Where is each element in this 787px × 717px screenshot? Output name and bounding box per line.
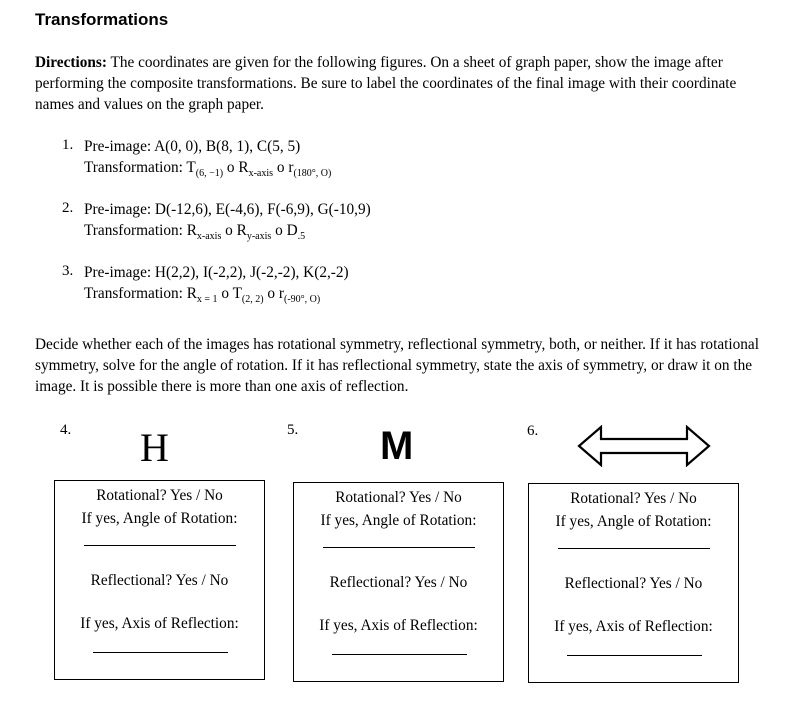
angle-of-rotation-label: If yes, Angle of Rotation: (555, 513, 712, 530)
angle-of-rotation-label: If yes, Angle of Rotation: (81, 510, 238, 527)
transform-symbol: D (286, 222, 298, 239)
rotational-question: Rotational? Yes / No (96, 487, 223, 504)
transform-subscript: .5 (297, 231, 306, 243)
problem-1-preimage: Pre-image: A(0, 0), B(8, 1), C(5, 5) (84, 138, 301, 155)
reflectional-question: Reflectional? Yes / No (329, 574, 468, 591)
transformation-label: Transformation: (84, 159, 187, 176)
transform-subscript: x-axis (248, 168, 274, 180)
problem-3-number: 3. (62, 263, 74, 279)
transform-symbol: R (236, 222, 247, 239)
axis-answer-line[interactable] (567, 655, 702, 656)
axis-of-reflection-label: If yes, Axis of Reflection: (80, 615, 239, 632)
letter-h-figure: H (140, 425, 169, 470)
directions-text: The coordinates are given for the following figures. On a sheet of graph paper, show the image after performing the composite transformations. Be sure to label the coordinates of the final image with their coordinate names and values on the graph paper. (35, 54, 737, 113)
transform-subscript: x-axis (196, 231, 222, 243)
figure-5-number: 5. (287, 422, 299, 438)
reflectional-question: Reflectional? Yes / No (564, 575, 703, 592)
transform-subscript: (2, 2) (241, 294, 264, 306)
problem-2-transformation (84, 220, 305, 247)
transformation-label: Transformation: (84, 222, 187, 239)
compose-operator: o (271, 222, 287, 239)
symmetry-instructions: Decide whether each of the images has rotational symmetry, reflectional symmetry, both, or neither. If it has rotational symmetry, solve for the angle of rotation. If it has reflectional symmetry, state the axis of symmetry, or draw it on the image. It is possible there is more than one axis of reflection. (35, 336, 759, 395)
compose-operator: o (217, 285, 233, 302)
problem-3-preimage: Pre-image: H(2,2), I(-2,2), J(-2,-2), K(2,-2) (84, 264, 349, 281)
axis-answer-line[interactable] (93, 652, 228, 653)
letter-m-figure: M (380, 424, 414, 468)
angle-of-rotation-label: If yes, Angle of Rotation: (320, 512, 477, 529)
directions-paragraph (35, 52, 755, 115)
transform-subscript: (180°, O) (293, 168, 332, 180)
transformation-label: Transformation: (84, 285, 187, 302)
angle-answer-line[interactable] (323, 547, 475, 548)
rotational-question: Rotational? Yes / No (570, 490, 697, 507)
problem-2-number: 2. (62, 200, 74, 216)
transform-symbol: R (186, 285, 197, 302)
figure-4-number: 4. (60, 422, 72, 438)
figure-6-number: 6. (527, 423, 539, 439)
transform-symbol: R (186, 222, 197, 239)
angle-answer-line[interactable] (84, 545, 236, 546)
compose-operator: o (263, 285, 279, 302)
problem-1-number: 1. (62, 137, 74, 153)
compose-operator: o (223, 159, 239, 176)
transform-symbol: T (232, 285, 242, 302)
transform-subscript: y-axis (246, 231, 272, 243)
transform-subscript: (-90°, O) (284, 294, 321, 306)
reflectional-question: Reflectional? Yes / No (90, 572, 229, 589)
compose-operator: o (273, 159, 289, 176)
figure-5-answer-box (293, 482, 504, 682)
angle-answer-line[interactable] (558, 548, 710, 549)
transform-symbol: r (288, 159, 294, 176)
figure-4-answer-box (54, 480, 265, 680)
transform-subscript: (6, −1) (195, 168, 224, 180)
axis-of-reflection-label: If yes, Axis of Reflection: (554, 618, 713, 635)
directions-label: Directions: (35, 54, 107, 71)
problem-2-preimage: Pre-image: D(-12,6), E(-4,6), F(-6,9), G(-10,9) (84, 201, 371, 218)
page-title: Transformations (35, 10, 169, 29)
problem-1-transformation (84, 157, 331, 184)
figure-6-answer-box (528, 483, 739, 683)
rotational-question: Rotational? Yes / No (335, 489, 462, 506)
transform-symbol: R (238, 159, 249, 176)
compose-operator: o (221, 222, 237, 239)
double-headed-arrow-icon (577, 425, 711, 467)
transform-symbol: r (278, 285, 284, 302)
axis-of-reflection-label: If yes, Axis of Reflection: (319, 617, 478, 634)
problem-3-transformation (84, 283, 320, 310)
axis-answer-line[interactable] (332, 654, 467, 655)
transform-symbol: T (186, 159, 196, 176)
transform-subscript: x = 1 (196, 294, 218, 306)
